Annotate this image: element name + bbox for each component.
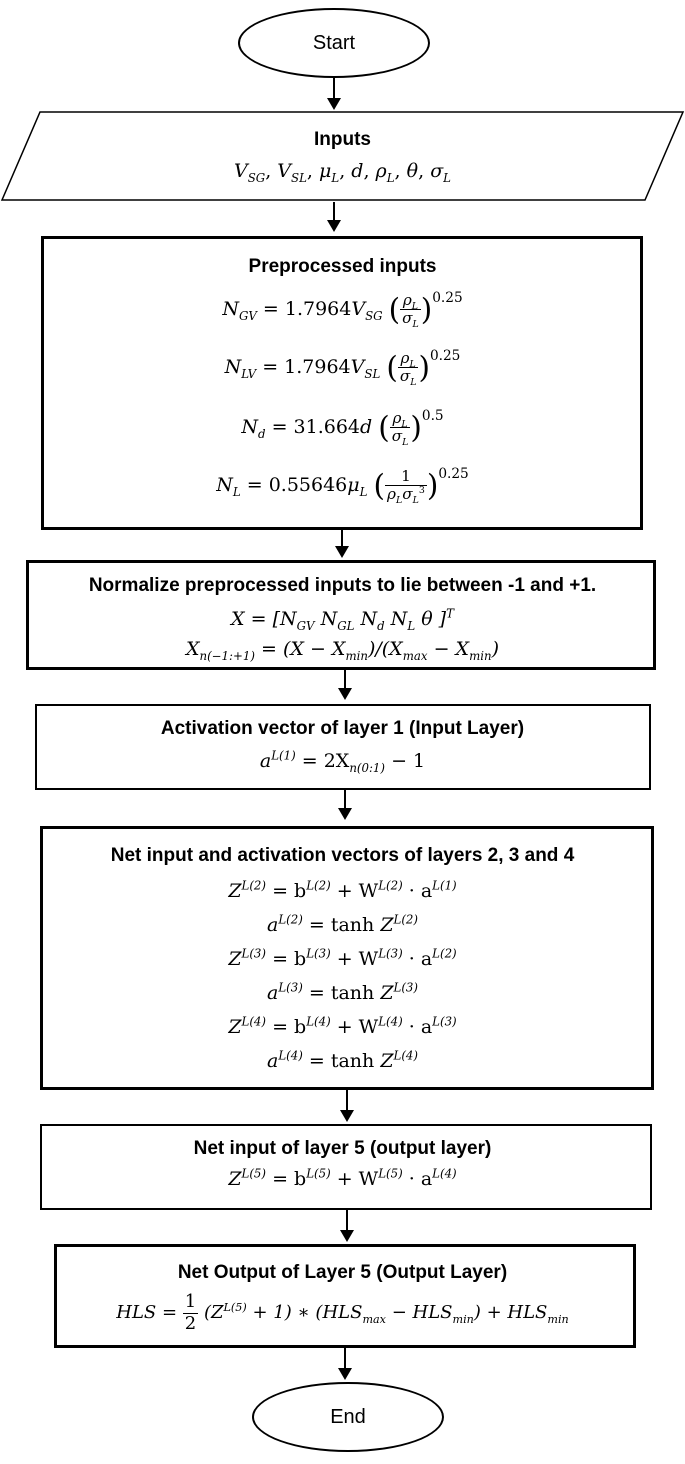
arrow-2-head [327, 220, 341, 232]
eq-z5: $Z^{L(5)} = b^{L(5)} + W^{L(5)} \cdot a^{L(4)}$ [228, 1166, 457, 1190]
arrow-3-head [335, 546, 349, 558]
inputs-parallelogram [0, 110, 685, 202]
eq-nlv: $N_{LV} = 1.7964V_{SL}$ ( $\frac{\rho_L}{\sigma_L}$ )$^{0.25}$ [224, 348, 461, 389]
netinput-eq-6: $a^{L(4)} = \tanh Z^{L(4)}$ [267, 1048, 418, 1072]
arrow-8 [344, 1348, 346, 1370]
arrow-7-head [340, 1230, 354, 1242]
arrow-7 [346, 1210, 348, 1232]
arrow-6 [346, 1090, 348, 1112]
arrow-2 [333, 202, 335, 222]
netinput-eq-3: $Z^{L(3)} = b^{L(3)} + W^{L(3)} \cdot a^{L(2)}$ [228, 946, 457, 970]
eq-nd: $N_d = 31.664d$ ( $\frac{\rho_L}{\sigma_L}$ )$^{0.5}$ [241, 408, 444, 449]
end-terminal [252, 1382, 444, 1452]
netinput-title: Net input and activation vectors of layers 2, 3 and 4 [110, 845, 575, 866]
eq-hls: HLS = $\frac{1}{2}$ $(Z^{L(5)} + 1)$ ∗ $(HLS_{max} - HLS_{min}) + HLS_{min}$ [116, 1291, 569, 1334]
arrow-1 [333, 78, 335, 100]
eq-nl: $N_L = 0.55646\mu_L$ ( $\frac{1}{\rho_L\sigma_L^3}$ )$^{0.25}$ [216, 466, 469, 507]
eq-ngv: $N_{GV} = 1.7964V_{SG}$ ( $\frac{\rho_L}{\sigma_L}$ )$^{0.25}$ [222, 290, 463, 331]
end-label: End [330, 1405, 366, 1428]
inputs-title: Inputs [314, 129, 371, 150]
arrow-5-head [338, 808, 352, 820]
netinput-eq-1: $Z^{L(2)} = b^{L(2)} + W^{L(2)} \cdot a^{L(1)}$ [228, 878, 457, 902]
netinput-eq-4: $a^{L(3)} = \tanh Z^{L(3)}$ [267, 980, 418, 1004]
arrow-1-head [327, 98, 341, 110]
eq-x-vector: $X = [N_{GV}$ $N_{GL}$ $N_d$ $N_L$ θ ]$^T$ [231, 606, 454, 633]
inputs-vars: $V_{SG}$, $V_{SL}$, $\mu_L$, d, $\rho_L$, θ, $\sigma_L$ [234, 160, 451, 185]
normalize-title: Normalize preprocessed inputs to lie between -1 and +1. [88, 575, 597, 596]
eq-x-normalized: $X_{n(-1:+1)} = (X - X_{min})/(X_{max} - X_{min})$ [186, 638, 499, 663]
arrow-6-head [340, 1110, 354, 1122]
netinput-eq-5: $Z^{L(4)} = b^{L(4)} + W^{L(4)} \cdot a^{L(3)}$ [228, 1014, 457, 1038]
activation1-box [35, 704, 651, 790]
start-label: Start [312, 31, 356, 54]
arrow-4-head [338, 688, 352, 700]
arrow-5 [344, 790, 346, 810]
eq-a1: $a^{L(1)} = 2X_{n(0:1)} - 1$ [259, 748, 426, 775]
netinput5-box [40, 1124, 652, 1210]
preprocessed-title: Preprocessed inputs [248, 256, 437, 277]
netinput-eq-2: $a^{L(2)} = \tanh Z^{L(2)}$ [267, 912, 418, 936]
start-terminal [238, 8, 430, 78]
netoutput-title: Net Output of Layer 5 (Output Layer) [177, 1262, 508, 1283]
arrow-8-head [338, 1368, 352, 1380]
arrow-4 [344, 670, 346, 690]
activation1-title: Activation vector of layer 1 (Input Layer) [160, 718, 525, 739]
netinput5-title: Net input of layer 5 (output layer) [193, 1138, 492, 1159]
